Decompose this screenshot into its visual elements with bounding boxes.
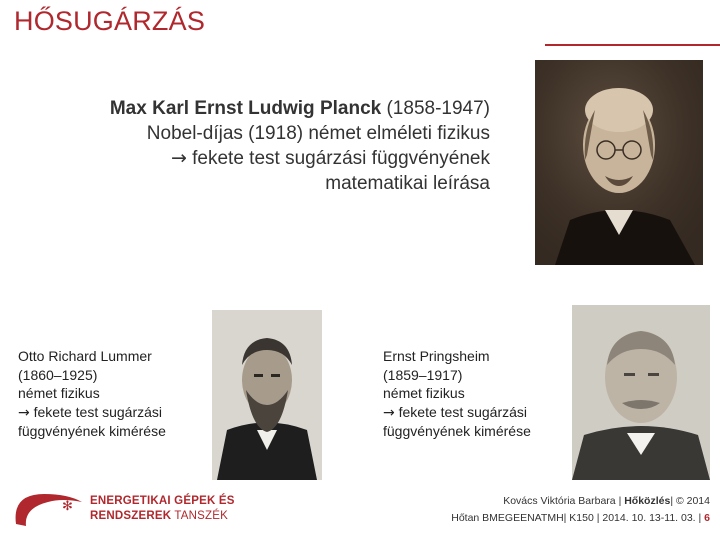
- lummer-name: Otto Richard Lummer: [18, 348, 152, 364]
- footer-course-code: Hőtan BMEGEENATMH| K150 | 2014. 10. 13-11. 03. |: [451, 511, 705, 524]
- right-arrow-icon: →: [18, 404, 30, 421]
- lummer-work-line: [18, 403, 166, 423]
- pringsheim-nationality: német fizikus: [383, 385, 465, 402]
- planck-title: Nobel-díjas (1918) német elméleti fizikus: [146, 123, 490, 145]
- planck-work-cont: matematikai leírása: [325, 173, 490, 195]
- planck-name-line: [110, 96, 490, 121]
- planck-name: Max Karl Ernst Ludwig Planck: [109, 98, 382, 119]
- page-title: HŐSUGÁRZÁS: [14, 6, 206, 36]
- pringsheim-years: (1859–1917): [383, 366, 463, 383]
- footer-copyright: | © 2014: [670, 495, 710, 507]
- svg-text:η: η: [40, 503, 50, 522]
- lummer-years: (1860–1925): [18, 366, 98, 383]
- pringsheim-work: fekete test sugárzási: [394, 403, 528, 420]
- footer-author: Kovács Viktória Barbara |: [503, 495, 625, 507]
- footer-course: Hőközlés: [624, 495, 671, 507]
- department-name: [90, 494, 235, 524]
- planck-years: (1858-1947): [381, 98, 490, 119]
- pringsheim-portrait: [572, 305, 710, 480]
- pringsheim-name: Ernst Pringsheim: [383, 348, 490, 364]
- planck-work: fekete test sugárzási függvényének: [186, 148, 490, 170]
- right-arrow-icon: →: [170, 147, 187, 170]
- right-arrow-icon: →: [383, 404, 395, 421]
- department-line2-bold: RENDSZEREK: [90, 509, 172, 522]
- lummer-nationality: német fizikus: [18, 385, 100, 402]
- planck-portrait: [535, 60, 703, 265]
- planck-work-line: [110, 146, 490, 171]
- slide-footer: [451, 493, 710, 527]
- pringsheim-description: [383, 347, 531, 441]
- lummer-portrait: [212, 310, 322, 480]
- footer-line1: [451, 493, 710, 510]
- planck-description: [110, 96, 490, 196]
- title-divider: [545, 44, 720, 46]
- department-line2: [90, 509, 235, 524]
- pringsheim-work-cont: függvényének kimérése: [383, 423, 531, 440]
- page-number: 6: [704, 511, 710, 524]
- department-line1: ENERGETIKAI GÉPEK ÉS: [90, 495, 235, 507]
- footer-line2: [451, 510, 710, 527]
- lummer-work-cont: függvényének kimérése: [18, 423, 166, 440]
- lummer-description: [18, 347, 166, 441]
- svg-text:✻: ✻: [62, 499, 73, 514]
- lummer-work: fekete test sugárzási: [29, 403, 163, 420]
- department-line2-thin: TANSZÉK: [171, 509, 229, 522]
- pringsheim-work-line: [383, 403, 531, 423]
